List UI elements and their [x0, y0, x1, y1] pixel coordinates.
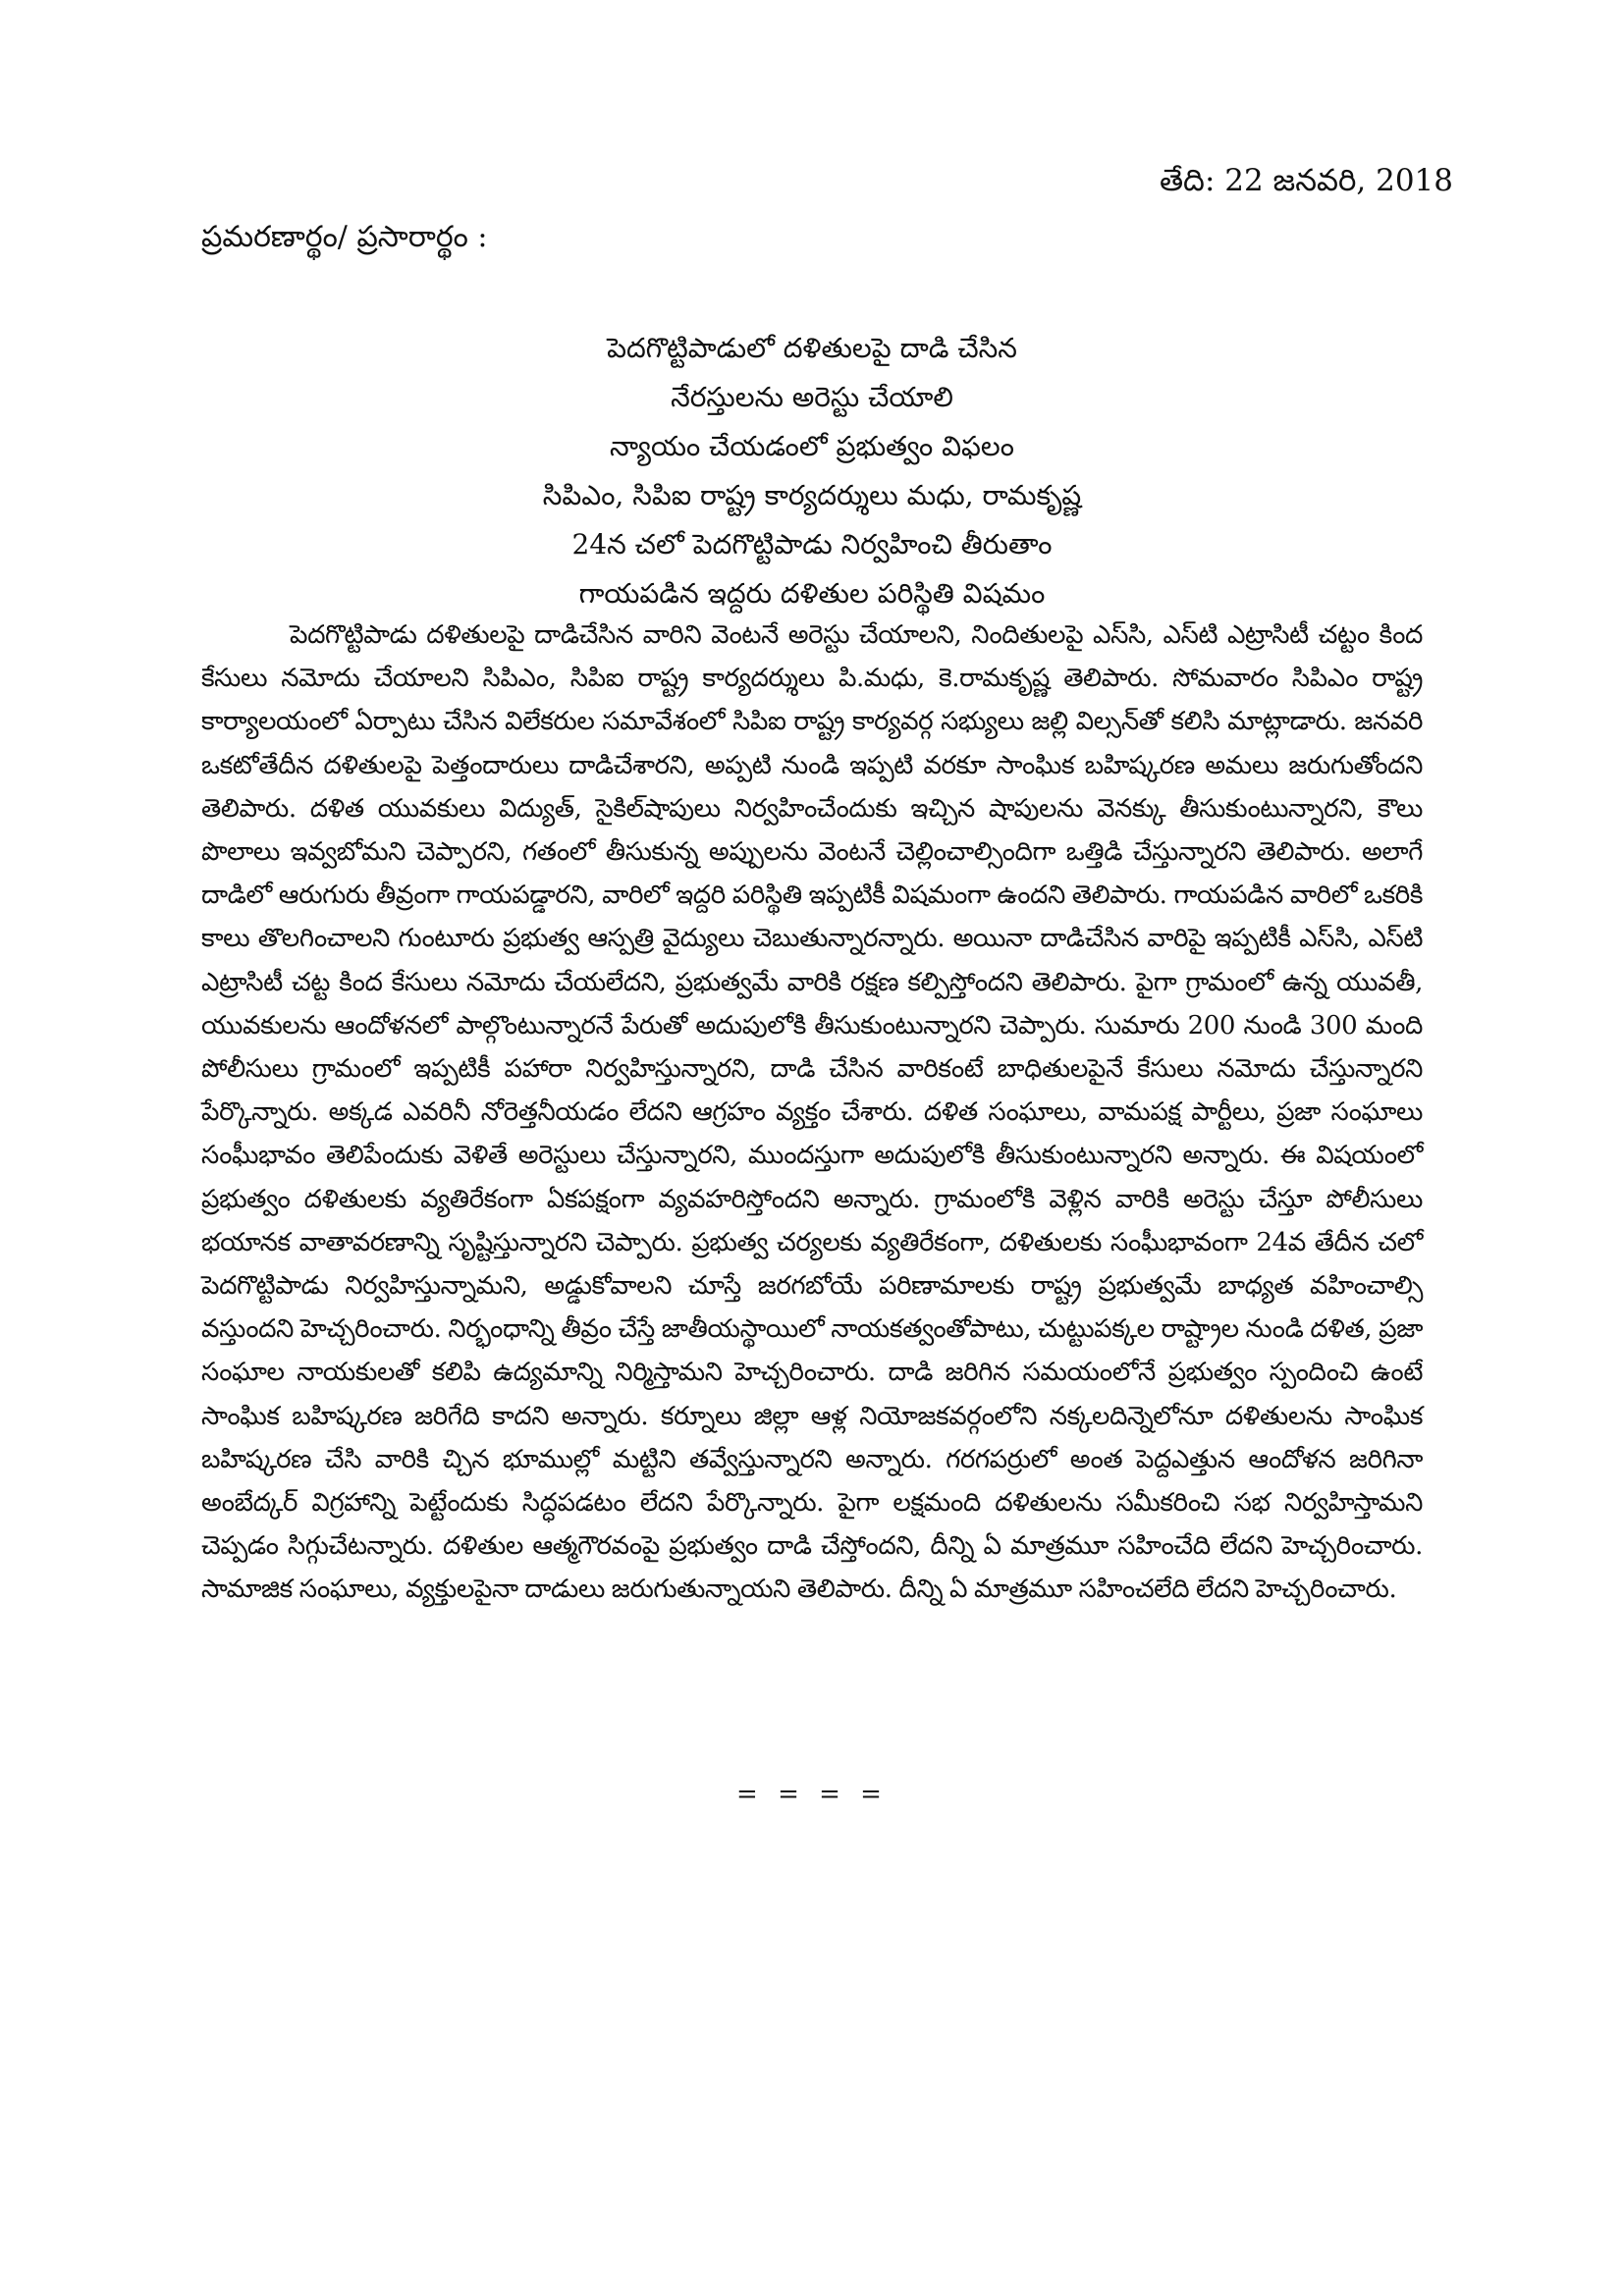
date-line: తేది: 22 జనవరి, 2018	[1159, 163, 1453, 198]
body-paragraph: పెదగొట్టిపాడు దళితులపై దాడిచేసిన వారిని వెంటనే అరెస్టు చేయాలని, నిందితులపై ఎస్‌సి, ఎస్‌టి ఎట్రాసిటీ చట్టం కింద కేసులు నమోదు చేయాలని సిపిఎం, సిపిఐ రాష్ట్ర కార్యదర్శులు పి.మధు, కె.రామకృష్ణ తెలిపారు. సోమవారం సిపిఎం రాష్ట్ర కార్యాలయంలో ఏర్పాటు చేసిన విలేకరుల సమావేశంలో సిపిఐ రాష్ట్ర కార్యవర్గ సభ్యులు జల్లి విల్సన్‌తో కలిసి మాట్లాడారు. జనవరి ఒకటోతేదీన దళితులపై పెత్తందారులు దాడిచేశారని, అప్పటి నుండి ఇప్పటి వరకూ సాంఘిక బహిష్కరణ అమలు జరుగుతోందని తెలిపారు. దళిత యువకులు విద్యుత్‌, సైకిల్‌షాపులు నిర్వహించేందుకు ఇచ్చిన షాపులను వెనక్కు తీసుకుంటున్నారని, కౌలు పొలాలు ఇవ్వబోమని చెప్పారని, గతంలో తీసుకున్న అప్పులను వెంటనే చెల్లించాల్సిందిగా ఒత్తిడి చేస్తున్నారని తెలిపారు. అలాగే దాడిలో ఆరుగురు తీవ్రంగా గాయపడ్డారని, వారిలో ఇద్దరి పరిస్థితి ఇప్పటికీ విషమంగా ఉందని తెలిపారు. గాయపడిన వారిలో ఒకరికి కాలు తొలగించాలని గుంటూరు ప్రభుత్వ ఆస్పత్రి వైద్యులు చెబుతున్నారన్నారు. అయినా దాడిచేసిన వారిపై ఇప్పటికీ ఎస్‌సి, ఎస్‌టి ఎట్రాసిటీ చట్ట కింద కేసులు నమోదు చేయలేదని, ప్రభుత్వమే వారికి రక్షణ కల్పిస్తోందని తెలిపారు. పైగా గ్రామంలో ఉన్న యువతీ, యువకులను ఆందోళనలో పాల్గొంటున్నారనే పేరుతో అదుపులోకి తీసుకుంటున్నారని చెప్పారు. సుమారు 200 నుండి 300 మంది పోలీసులు గ్రామంలో ఇప్పటికీ పహారా నిర్వహిస్తున్నారని, దాడి చేసిన వారికంటే బాధితులపైనే కేసులు నమోదు చేస్తున్నారని పేర్కొన్నారు. అక్కడ ఎవరినీ నోరెత్తనీయడం లేదని ఆగ్రహం వ్యక్తం చేశారు. దళిత సంఘాలు, వామపక్ష పార్టీలు, ప్రజా సంఘాలు సంఘీభావం తెలిపేందుకు వెళితే అరెస్టులు చేస్తున్నారని, ముందస్తుగా అదుపులోకి తీసుకుంటున్నారని అన్నారు. ఈ విషయంలో ప్రభుత్వం దళితులకు వ్యతిరేకంగా ఏకపక్షంగా వ్యవహరిస్తోందని అన్నారు. గ్రామంలోకి వెళ్లిన వారికి అరెస్టు చేస్తూ పోలీసులు భయానక వాతావరణాన్ని సృష్టిస్తున్నారని చెప్పారు. ప్రభుత్వ చర్యలకు వ్యతిరేకంగా, దళితులకు సంఘీభావంగా 24వ తేదీన చలో పెదగొట్టిపాడు నిర్వహిస్తున్నామని, అడ్డుకోవాలని చూస్తే జరగబోయే పరిణామాలకు రాష్ట్ర ప్రభుత్వమే బాధ్యత వహించాల్సి వస్తుందని హెచ్చరించారు. నిర్భంధాన్ని తీవ్రం చేస్తే జాతీయస్థాయిలో నాయకత్వంతోపాటు, చుట్టుపక్కల రాష్ట్రాల నుండి దళిత, ప్రజా సంఘాల నాయకులతో కలిపి ఉద్యమాన్ని నిర్మిస్తామని హెచ్చరించారు. దాడి జరిగిన సమయంలోనే ప్రభుత్వం స్పందించి ఉంటే సాంఘిక బహిష్కరణ జరిగేది కాదని అన్నారు. కర్నూలు జిల్లా ఆళ్ల నియోజకవర్గంలోని నక్కలదిన్నెలోనూ దళితులను సాంఘిక బహిష్కరణ చేసి వారికి చ్చిన భూముల్లో మట్టిని తవ్వేస్తున్నారని అన్నారు. గరగపర్రులో అంత పెద్దఎత్తున ఆందోళన జరిగినా అంబేద్కర్ విగ్రహాన్ని పెట్టేందుకు సిద్ధపడటం లేదని పేర్కొన్నారు. పైగా లక్షమంది దళితులను సమీకరించి సభ నిర్వహిస్తామని చెప్పడం సిగ్గుచేటన్నారు. దళితుల ఆత్మగౌరవంపై ప్రభుత్వం దాడి చేస్తోందని, దీన్ని ఏ మాత్రమూ సహించేది లేదని హెచ్చరించారు. సామాజిక సంఘాలు, వ్యక్తులపైనా దాడులు జరుగుతున్నాయని తెలిపారు. దీన్ని ఏ మాత్రమూ సహించలేది లేదని హెచ్చరించారు.	[201, 620, 1423, 1605]
publication-note: ప్రమరణార్థం/ ప్రసారార్థం :	[201, 220, 488, 254]
headline-line-4: సిపిఎం, సిపిఐ రాష్ట్ర కార్యదర్శులు మధు, రామకృష్ణ	[542, 479, 1082, 511]
headline-line-1: పెదగొట్టిపాడులో దళితులపై దాడి చేసిన	[607, 332, 1017, 364]
headline-line-5: 24న చలో పెదగొట్టిపాడు నిర్వహించి తీరుతాం	[571, 528, 1053, 561]
headline-line-3: న్యాయం చేయడంలో ప్రభుత్వం విఫలం	[610, 430, 1014, 462]
headline-block	[201, 324, 1423, 618]
headline-line-6: గాయపడిన ఇద్దరు దళితుల పరిస్థితి విషమం	[578, 577, 1046, 610]
end-mark: = = = =	[736, 1780, 888, 1809]
headline-line-2: నేరస్తులను అరెస్టు చేయాలి	[671, 381, 953, 413]
